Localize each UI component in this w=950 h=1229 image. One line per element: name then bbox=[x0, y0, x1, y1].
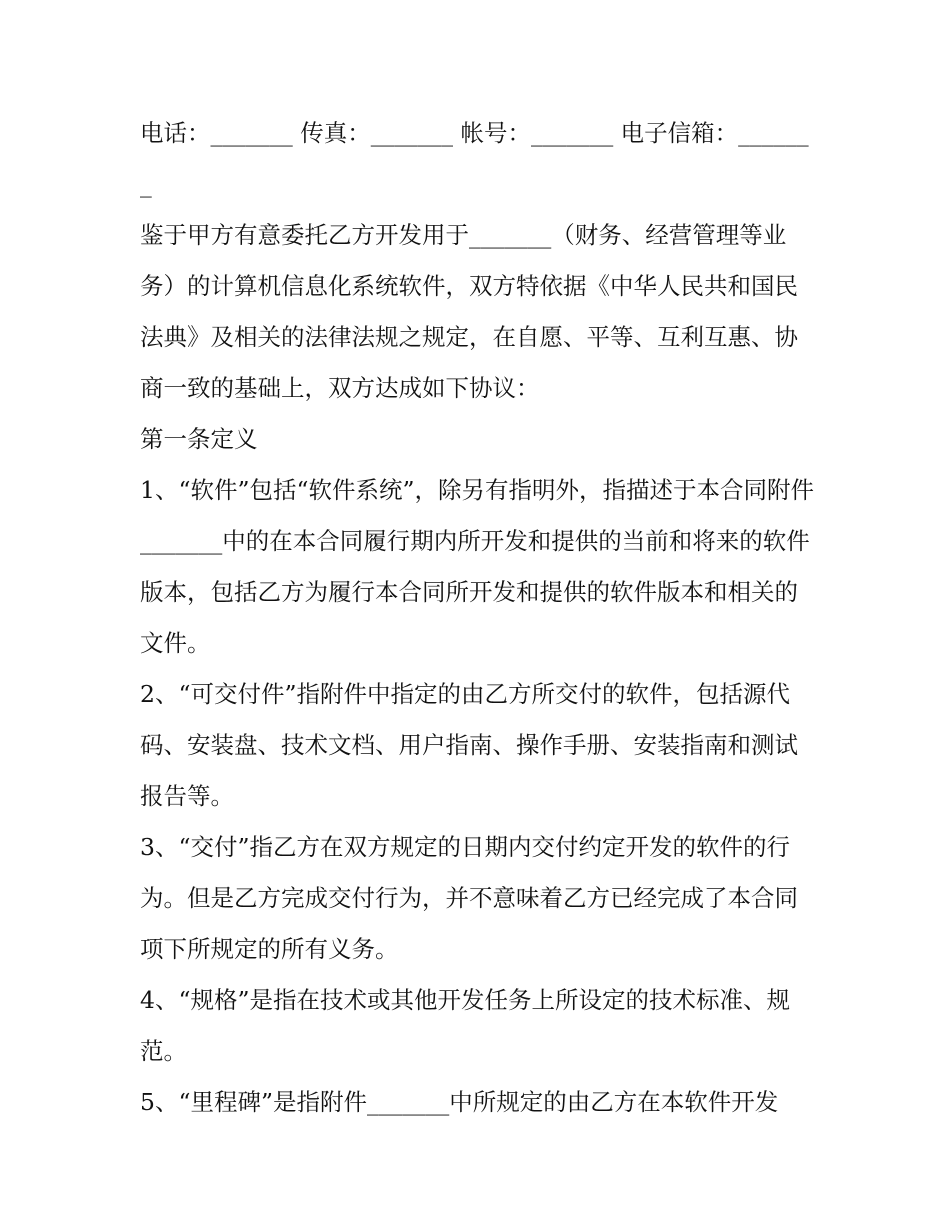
preamble-paragraph: 鉴于甲方有意委托乙方开发用于_______（财务、经营管理等业务）的计算机信息化系统软件，双方特依据《中华人民共和国民法典》及相关的法律法规之规定，在自愿、平等、互利互惠、协商一致的基础上，双方达成如下协议： bbox=[140, 221, 798, 402]
definition-item: 1、“软件”包括“软件系统”，除另有指明外，指描述于本合同附件_______中的在本合同履行期内所开发和提供的当前和将来的软件版本，包括乙方为履行本合同所开发和提供的软件版本和相关的文件。 bbox=[140, 476, 815, 657]
contact-info-line: 电话：_______ 传真：_______ 帐号：_______ 电子信箱：_______ bbox=[140, 119, 809, 198]
document-body bbox=[140, 108, 820, 1128]
definition-item: 5、“里程碑”是指附件_______中所规定的由乙方在本软件开发 bbox=[140, 1088, 779, 1116]
definition-item: 2、“可交付件”指附件中指定的由乙方所交付的软件，包括源代码、安装盘、技术文档、用户指南、操作手册、安装指南和测试报告等。 bbox=[140, 680, 798, 810]
definition-item: 3、“交付”指乙方在双方规定的日期内交付约定开发的软件的行为。但是乙方完成交付行为，并不意味着乙方已经完成了本合同项下所规定的所有义务。 bbox=[140, 833, 798, 963]
article-heading: 第一条定义 bbox=[140, 425, 258, 453]
definition-item: 4、“规格”是指在技术或其他开发任务上所设定的技术标准、规范。 bbox=[140, 986, 790, 1065]
